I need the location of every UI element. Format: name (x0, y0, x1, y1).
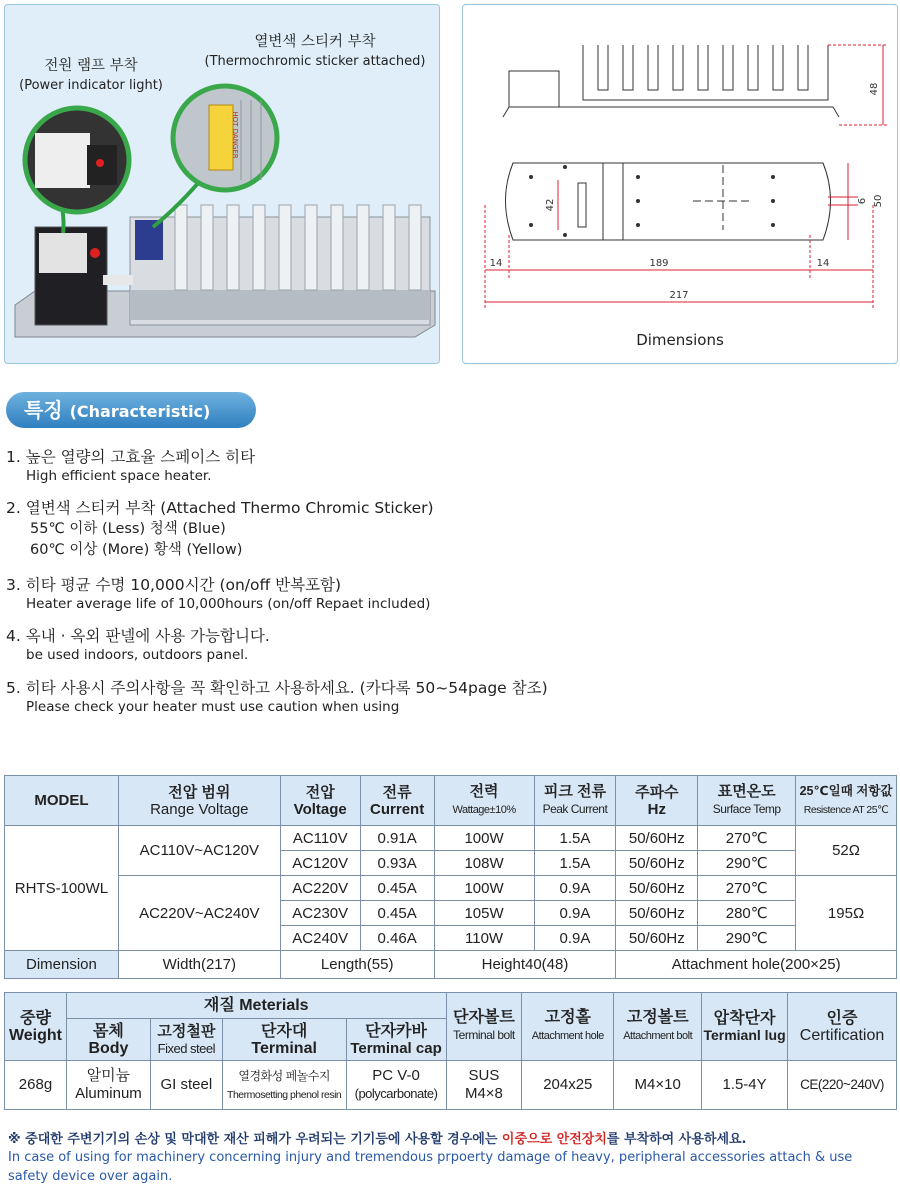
header-body: 몸체 Body (66, 1019, 150, 1061)
product-photo-panel (4, 4, 440, 364)
header-resistance: 25℃일때 저항값 Resistence AT 25℃ (796, 776, 897, 826)
dimension-drawing-panel (462, 4, 898, 364)
feature-1-en: High efficient space heater. (26, 468, 212, 484)
dimension-width: Width(217) (118, 951, 280, 979)
peak-cell: 1.5A (534, 826, 616, 851)
dimension-drawing (463, 5, 897, 335)
header-current: 전류 Current (360, 776, 434, 826)
header-attachment-hole: 고정홀 Attachment hole (522, 993, 614, 1061)
header-hz: 주파수 Hz (616, 776, 698, 826)
resistance-2-cell: 195Ω (796, 876, 897, 951)
dimension-height: Height40(48) (434, 951, 616, 979)
characteristic-heading (6, 392, 256, 428)
dim-right-margin: 14 (816, 258, 830, 269)
header-cap: 단자카바 Terminal cap (346, 1019, 446, 1061)
feature-1-ko: 1. 높은 열량의 고효율 스페이스 히타 (6, 448, 256, 466)
body-cell: 알미늄 Aluminum (66, 1061, 150, 1110)
sticker-text: HOT DANGER (231, 111, 239, 159)
header-cert: 인증 Certification (788, 993, 897, 1061)
dimension-row (5, 951, 897, 979)
dim-height: 48 (869, 82, 880, 96)
feature-item-3 (6, 575, 430, 613)
lug-cell: 1.5-4Y (702, 1061, 788, 1110)
voltage-cell: AC120V (280, 851, 360, 876)
characteristic-title-en: (Characteristic) (69, 402, 211, 421)
feature-3-en: Heater average life of 10,000hours (on/off Repaet included) (26, 596, 431, 612)
cap-cell: PC V-0 (polycarbonate) (346, 1061, 446, 1110)
voltage-cell: AC220V (280, 876, 360, 901)
header-wattage: 전력 Wattage±10% (434, 776, 534, 826)
header-peak: 피크 전류 Peak Current (534, 776, 616, 826)
cert-cell: CE(220~240V) (788, 1061, 897, 1110)
current-cell: 0.93A (360, 851, 434, 876)
table-row (5, 876, 897, 901)
hole-cell: 204x25 (522, 1061, 614, 1110)
hz-cell: 50/60Hz (616, 851, 698, 876)
peak-cell: 0.9A (534, 926, 616, 951)
material-header-row-1 (5, 993, 897, 1019)
feature-4-en: be used indoors, outdoors panel. (26, 647, 249, 663)
abolt-cell: M4×10 (614, 1061, 702, 1110)
feature-3-ko: 3. 히타 평균 수명 10,000시간 (on/off 반복포함) (6, 576, 342, 594)
dimension-length: Length(55) (280, 951, 434, 979)
header-terminal-bolt: 단자볼트 Terminal bolt (446, 993, 522, 1061)
header-voltage: 전압 Voltage (280, 776, 360, 826)
feature-item-1 (6, 447, 255, 485)
dim-length: 217 (669, 290, 689, 301)
header-temp: 표면온도 Surface Temp (698, 776, 796, 826)
peak-cell: 0.9A (534, 876, 616, 901)
hz-cell: 50/60Hz (616, 926, 698, 951)
dim-slot: 6 (857, 197, 868, 205)
header-material: 재질 Meterials (66, 993, 446, 1019)
warning-korean (8, 1128, 747, 1147)
characteristic-title-ko: 특징 (24, 398, 63, 422)
spec-header-row (5, 776, 897, 826)
peak-cell: 0.9A (534, 901, 616, 926)
feature-2-sub2: 60℃ 이상 (More) 황색 (Yellow) (30, 542, 243, 558)
sticker-caption (195, 33, 435, 71)
range-2-cell: AC220V~AC240V (118, 876, 280, 951)
weight-cell: 268g (5, 1061, 67, 1110)
feature-5-ko: 5. 히타 사용시 주의사항을 꼭 확인하고 사용하세요. (카다록 50~54page 참조) (6, 679, 548, 697)
wattage-cell: 100W (434, 876, 534, 901)
feature-5-en: Please check your heater must use caution when using (26, 699, 400, 715)
dim-left-margin: 14 (489, 258, 503, 269)
current-cell: 0.46A (360, 926, 434, 951)
temp-cell: 290℃ (698, 851, 796, 876)
resistance-1-cell: 52Ω (796, 826, 897, 876)
dimensions-title: Dimensions (636, 331, 724, 349)
peak-cell: 1.5A (534, 851, 616, 876)
lamp-caption (11, 57, 171, 95)
lamp-label-en: (Power indicator light) (19, 78, 163, 93)
warning-ko-suffix: 를 부착하여 사용하세요. (606, 1132, 747, 1147)
feature-item-5 (6, 678, 548, 716)
current-cell: 0.45A (360, 876, 434, 901)
sticker-label-ko: 열변색 스티커 부착 (254, 34, 376, 50)
feature-2-sub1: 55℃ 이하 (Less) 청색 (Blue) (30, 521, 226, 537)
material-table (4, 992, 897, 1110)
feature-item-2 (6, 498, 434, 560)
temp-cell: 270℃ (698, 876, 796, 901)
lamp-label-ko: 전원 램프 부착 (44, 58, 138, 74)
wattage-cell: 108W (434, 851, 534, 876)
header-range: 전압 범위 Range Voltage (118, 776, 280, 826)
wattage-cell: 110W (434, 926, 534, 951)
dimension-label: Dimension (5, 951, 119, 979)
feature-item-4 (6, 626, 270, 664)
table-row (5, 1061, 897, 1110)
header-fixed: 고정철판 Fixed steel (150, 1019, 222, 1061)
sticker-label-en: (Thermochromic sticker attached) (204, 54, 426, 69)
feature-2-ko: 2. 열변색 스티커 부착 (Attached Thermo Chromic Sticker) (6, 499, 434, 517)
warning-ko-prefix: ※ 중대한 주변기기의 손상 및 막대한 재산 피해가 우려되는 기기등에 사용할 경우에는 (8, 1132, 502, 1147)
header-lug: 압착단자 Termianl lug (702, 993, 788, 1061)
header-weight: 중량 Weight (5, 993, 67, 1061)
spec-table (4, 775, 897, 979)
terminal-cell: 열경화성 페놀수지 Thermosetting phenol resin (222, 1061, 346, 1110)
fixed-cell: GI steel (150, 1061, 222, 1110)
header-terminal: 단자대 Terminal (222, 1019, 346, 1061)
header-attachment-bolt: 고정볼트 Attachment bolt (614, 993, 702, 1061)
dim-hole-h: 189 (649, 258, 669, 269)
table-row (5, 826, 897, 851)
hz-cell: 50/60Hz (616, 826, 698, 851)
voltage-cell: AC240V (280, 926, 360, 951)
wattage-cell: 105W (434, 901, 534, 926)
voltage-cell: AC230V (280, 901, 360, 926)
hz-cell: 50/60Hz (616, 876, 698, 901)
dimension-attachment: Attachment hole(200×25) (616, 951, 897, 979)
current-cell: 0.45A (360, 901, 434, 926)
wattage-cell: 100W (434, 826, 534, 851)
hz-cell: 50/60Hz (616, 901, 698, 926)
warning-ko-red: 이중으로 안전장치 (501, 1132, 607, 1147)
current-cell: 0.91A (360, 826, 434, 851)
header-model: MODEL (5, 776, 119, 826)
feature-4-ko: 4. 옥내 · 옥외 판넬에 사용 가능합니다. (6, 627, 270, 645)
dim-width: 50 (873, 194, 884, 208)
temp-cell: 280℃ (698, 901, 796, 926)
range-1-cell: AC110V~AC120V (118, 826, 280, 876)
dim-hole-v: 42 (545, 198, 556, 212)
temp-cell: 290℃ (698, 926, 796, 951)
bolt-cell: SUS M4×8 (446, 1061, 522, 1110)
model-cell: RHTS-100WL (5, 826, 119, 951)
voltage-cell: AC110V (280, 826, 360, 851)
temp-cell: 270℃ (698, 826, 796, 851)
warning-english: In case of using for machinery concerning injury and tremendous prpoerty damage of heavy, peripheral accessories attach & use safety device over again. (8, 1150, 853, 1184)
